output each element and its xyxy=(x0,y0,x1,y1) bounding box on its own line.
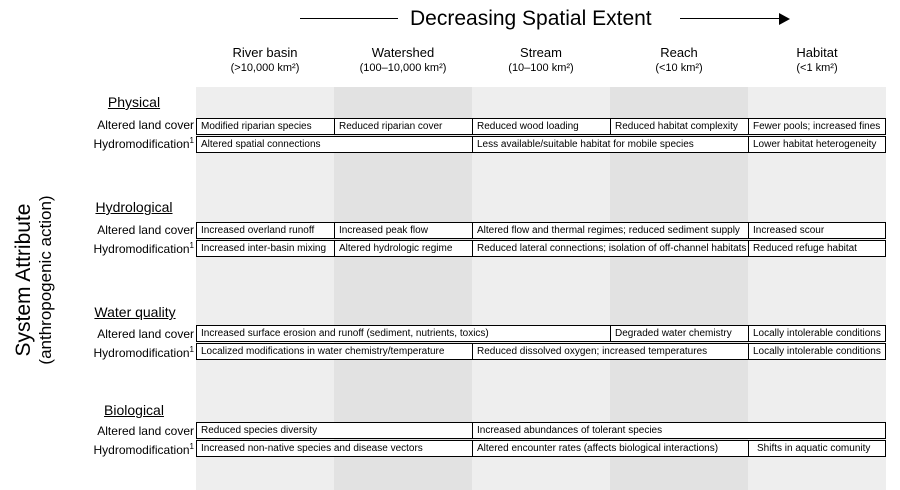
column-name: Reach xyxy=(660,45,698,60)
row-label-text: Hydromodification xyxy=(93,137,190,151)
section-heading-physical: Physical xyxy=(107,94,161,110)
row-label-hydromodification xyxy=(70,439,194,458)
arrow-head-icon xyxy=(779,13,790,25)
footnote-marker: 1 xyxy=(189,442,194,451)
effect-cell: Increased abundances of tolerant species xyxy=(472,422,886,439)
column-name: Watershed xyxy=(371,45,435,60)
effect-cell: Reduced lateral connections; isolation of off-channel habitats xyxy=(472,240,749,257)
section-heading-biological: Biological xyxy=(104,402,164,418)
effect-cell: Increased non-native species and disease vectors xyxy=(196,440,473,457)
column-header-watershed xyxy=(334,45,472,76)
footnote-marker: 1 xyxy=(189,345,194,354)
effect-cell: Fewer pools; increased fines xyxy=(748,118,886,135)
footnote-marker: 1 xyxy=(189,241,194,250)
row-label-hydromodification xyxy=(70,133,194,152)
column-name: River basin xyxy=(232,45,298,60)
effect-cell: Modified riparian species xyxy=(196,118,335,135)
row-label-text: Hydromodification xyxy=(93,443,190,457)
column-name: Stream xyxy=(520,45,562,60)
column-header-habitat xyxy=(748,45,886,76)
column-range: (<1 km²) xyxy=(796,62,838,74)
row-label-land-cover: Altered land cover xyxy=(97,424,194,438)
effect-cell: Reduced habitat complexity xyxy=(610,118,749,135)
effect-cell: Increased overland runoff xyxy=(196,222,335,239)
arrow-right-line xyxy=(680,18,780,19)
row-label-land-cover: Altered land cover xyxy=(97,327,194,341)
effect-cell: Altered hydrologic regime xyxy=(334,240,473,257)
effect-cell: Altered flow and thermal regimes; reduced sediment supply xyxy=(472,222,749,239)
effect-cell: Altered spatial connections xyxy=(196,136,473,153)
arrow-left-line xyxy=(300,18,398,19)
effect-cell: Locally intolerable conditions xyxy=(748,343,886,360)
row-label-text: Hydromodification xyxy=(93,346,190,360)
effect-cell: Reduced refuge habitat xyxy=(748,240,886,257)
y-axis-title: System Attribute xyxy=(12,203,35,357)
effect-cell: Reduced riparian cover xyxy=(334,118,473,135)
effect-cell: Less available/suitable habitat for mobile species xyxy=(472,136,749,153)
column-range: (>10,000 km²) xyxy=(230,62,300,74)
effect-cell: Reduced dissolved oxygen; increased temperatures xyxy=(472,343,749,360)
effect-cell: Increased inter-basin mixing xyxy=(196,240,335,257)
column-header-stream xyxy=(472,45,610,76)
effect-cell: Degraded water chemistry xyxy=(610,325,749,342)
row-label-hydromodification xyxy=(70,342,194,361)
column-range: (10–100 km²) xyxy=(508,62,574,74)
section-heading-hydrological: Hydrological xyxy=(95,199,173,215)
row-label-land-cover: Altered land cover xyxy=(97,118,194,132)
diagram-title: Decreasing Spatial Extent xyxy=(410,7,652,30)
footnote-marker: 1 xyxy=(189,136,194,145)
column-range: (100–10,000 km²) xyxy=(359,62,447,74)
effect-cell: Altered encounter rates (affects biological interactions) xyxy=(472,440,749,457)
effect-cell: Increased surface erosion and runoff (sediment, nutrients, toxics) xyxy=(196,325,611,342)
y-axis-subtitle: (anthropogenic action) xyxy=(36,195,55,365)
column-header-reach xyxy=(610,45,748,76)
section-heading-water-quality: Water quality xyxy=(94,304,176,320)
effect-cell: Reduced species diversity xyxy=(196,422,473,439)
row-label-text: Hydromodification xyxy=(93,242,190,256)
effect-cell: Increased scour xyxy=(748,222,886,239)
effect-cell: Lower habitat heterogeneity xyxy=(748,136,886,153)
column-header-river-basin xyxy=(196,45,334,76)
effect-cell: Shifts in aquatic comunity xyxy=(748,440,886,457)
effect-cell: Reduced wood loading xyxy=(472,118,611,135)
column-range: (<10 km²) xyxy=(655,62,703,74)
column-name: Habitat xyxy=(796,45,838,60)
effect-cell: Increased peak flow xyxy=(334,222,473,239)
row-label-land-cover: Altered land cover xyxy=(97,223,194,237)
effect-cell: Localized modifications in water chemistry/temperature xyxy=(196,343,473,360)
effect-cell: Locally intolerable conditions xyxy=(748,325,886,342)
row-label-hydromodification xyxy=(70,238,194,257)
